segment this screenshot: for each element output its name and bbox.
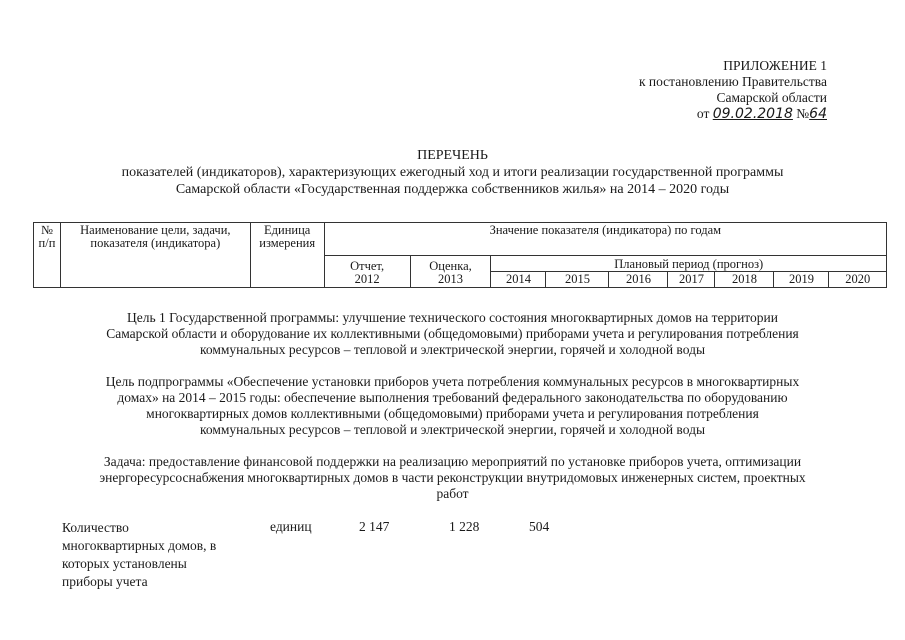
header-estimate-label: Оценка, <box>429 259 472 273</box>
header-plan <box>491 256 887 288</box>
goal-1-line-1: Цель 1 Государственной программы: улучшение технического состояния многоквартирных домов на территории <box>127 310 778 325</box>
indicator-value-2013: 1 228 <box>449 519 480 534</box>
goal-1-line-3: коммунальных ресурсов – тепловой и электрической энергии, горячей и холодной воды <box>199 342 706 357</box>
appendix-block <box>639 58 827 122</box>
task-block <box>50 454 855 502</box>
header-report <box>324 256 410 288</box>
goal-1-line-2: Самарской области и оборудование их коллективными (общедомовыми) приборами учета и регулирования потребления <box>106 326 799 341</box>
indicator-value-2014: 504 <box>529 519 550 534</box>
plan-subtable <box>491 256 886 287</box>
indicator-name-line-3: которых установлены <box>62 556 187 571</box>
indicators-header-table <box>33 222 887 288</box>
header-estimate <box>410 256 491 288</box>
title-line-3: Самарской области «Государственная поддержка собственников жилья» на 2014 – 2020 годы <box>175 182 730 197</box>
from-label: от <box>696 106 710 121</box>
indicator-value-2012: 2 147 <box>359 519 390 534</box>
header-year-2014: 2014 <box>491 272 546 288</box>
subgoal-line-1: Цель подпрограммы «Обеспечение установки приборов учета потребления коммунальных ресурсов в многоквартирных <box>105 374 800 389</box>
header-year-2017: 2017 <box>668 272 715 288</box>
title-word: ПЕРЕЧЕНЬ <box>417 148 488 163</box>
goal-1-block <box>50 310 855 358</box>
subprogram-goal-block <box>50 374 855 438</box>
header-year-2019: 2019 <box>774 272 829 288</box>
subgoal-line-2: домах» на 2014 – 2015 годы: обеспечение выполнения требований федерального законодательства по оборудованию <box>117 390 788 405</box>
header-report-label: Отчет, <box>350 259 385 273</box>
header-year-2016: 2016 <box>609 272 668 288</box>
indicator-name <box>62 519 262 591</box>
indicator-name-line-1: Количество <box>62 520 129 535</box>
title-line-2: показателей (индикаторов), характеризующих ежегодный ход и итоги реализации государственной программы <box>121 165 784 180</box>
task-line-1: Задача: предоставление финансовой поддержки на реализацию мероприятий по установке приборов учета, оптимизации <box>103 454 802 469</box>
header-plan-title: Плановый период (прогноз) <box>491 256 886 272</box>
task-line-3: работ <box>436 486 469 501</box>
appendix-date-line <box>639 106 827 122</box>
header-unit: Единица измерения <box>250 223 324 288</box>
handwritten-number: 64 <box>809 106 827 122</box>
appendix-resolution: к постановлению Правительства <box>638 74 827 89</box>
indicator-unit: единиц <box>270 519 312 534</box>
header-year-2015: 2015 <box>546 272 609 288</box>
header-year-2018: 2018 <box>715 272 774 288</box>
indicator-name-line-2: многоквартирных домов, в <box>62 538 217 553</box>
task-line-2: энергоресурсоснабжения многоквартирных домов в части реконструкции внутридомовых инженерных систем, проектных <box>99 470 806 485</box>
header-year-2020: 2020 <box>845 272 871 286</box>
header-num: № п/п <box>34 223 61 288</box>
header-name: Наименование цели, задачи, показателя (индикатора) <box>60 223 250 288</box>
header-estimate-year: 2013 <box>438 272 463 286</box>
handwritten-date: 09.02.2018 <box>712 106 793 122</box>
header-values-title: Значение показателя (индикатора) по годам <box>324 223 886 256</box>
header-report-year: 2012 <box>354 272 380 286</box>
appendix-title: ПРИЛОЖЕНИЕ 1 <box>723 58 827 73</box>
subgoal-line-3: многоквартирных домов коллективными (общедомовыми) приборами учета и регулирования потребления <box>146 406 759 421</box>
appendix-region: Самарской области <box>716 90 827 105</box>
document-title <box>0 147 905 198</box>
subgoal-line-4: коммунальных ресурсов – тепловой и электрической энергии, горячей и холодной воды <box>199 422 706 437</box>
indicator-name-line-4: приборы учета <box>62 574 148 589</box>
number-label: № <box>796 106 810 121</box>
